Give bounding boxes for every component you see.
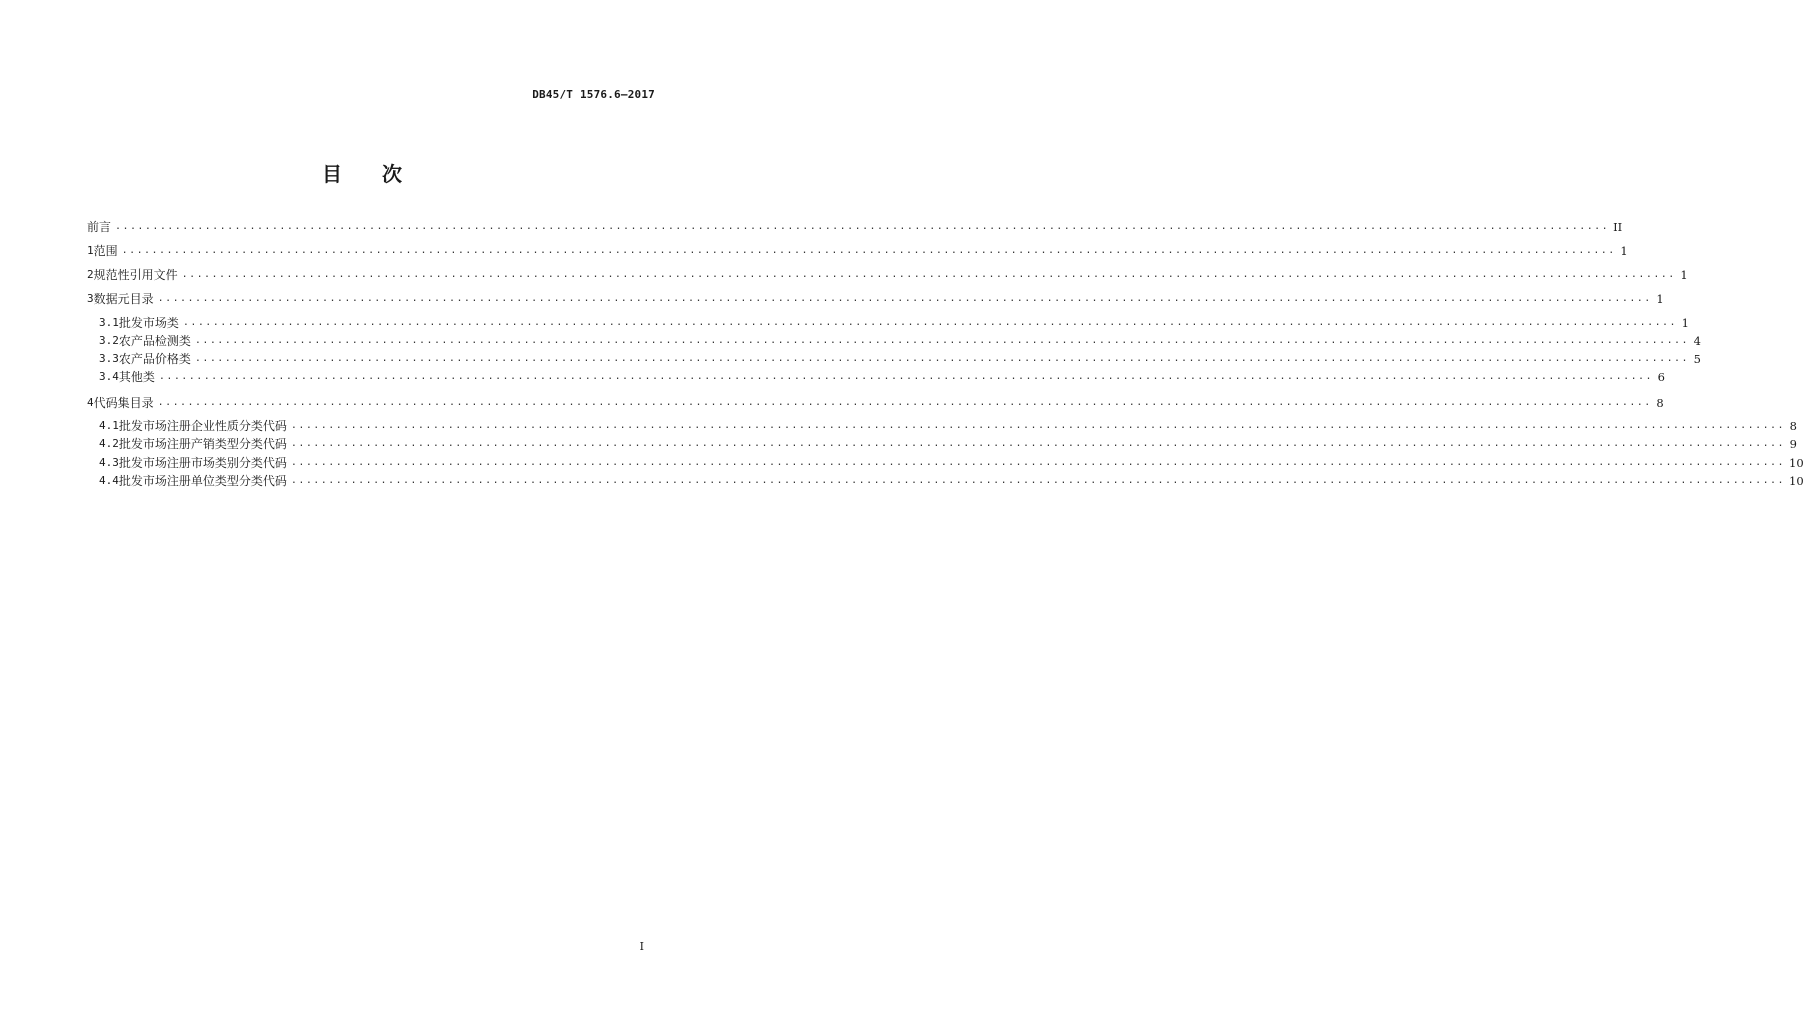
toc-entry-title: 批发市场注册产销类型分类代码 [118,437,287,451]
toc-entry-title: 前言 [87,220,112,234]
toc-leader: ........................................................................................................................................................................................................ [290,457,1785,468]
toc-entry-3-4[interactable] [99,369,1665,385]
toc-entry-title: 批发市场注册市场类别分类代码 [118,456,287,470]
toc-entry-4-2[interactable] [99,436,1797,452]
toc-entry-number: 3.2 [99,334,119,347]
toc-entry-number: 4 [87,396,94,409]
toc-leader: ........................................................................................................................................................................................................ [157,293,1652,304]
toc-entry-page: 9 [1789,437,1797,451]
toc-entry-3-3[interactable] [99,351,1701,367]
toc-entry-page: 1 [1656,292,1664,306]
toc-entry-4[interactable] [87,395,1664,411]
page-title-part2: 次 [382,162,402,186]
toc-leader: ........................................................................................................................................................................................................ [181,269,1676,280]
toc-entry-title: 规范性引用文件 [93,268,178,282]
toc-entry-3-2[interactable] [99,333,1701,349]
toc-entry-number: 3.1 [99,316,119,329]
toc-entry-title: 其他类 [118,370,155,384]
toc-entry-1[interactable] [87,243,1628,259]
toc-entry-title: 批发市场类 [118,316,179,330]
toc-entry-page: 4 [1693,334,1701,348]
toc-entry-page: 6 [1657,370,1665,384]
toc-entry-4-4[interactable] [99,473,1804,489]
toc-entry-page: 5 [1693,352,1701,366]
toc-entry-foreword[interactable] [87,219,1623,235]
toc-leader: ........................................................................................................................................................................................................ [157,397,1652,408]
toc-entry-page: 10 [1789,456,1804,470]
toc-entry-page: 10 [1789,474,1804,488]
page-title [0,158,724,187]
toc-leader: ........................................................................................................................................................................................................ [194,353,1689,364]
toc-entry-page: 1 [1681,316,1689,330]
toc-entry-4-3[interactable] [99,455,1804,471]
toc-entry-3-1[interactable] [99,315,1689,331]
toc-entry-title: 范围 [93,244,118,258]
toc-entry-title: 批发市场注册企业性质分类代码 [118,419,287,433]
toc-entry-number: 3 [87,292,94,305]
toc-entry-title: 农产品检测类 [118,334,191,348]
toc-entry-number: 4.2 [99,437,119,450]
toc-entry-number: 4.1 [99,419,119,432]
page-number: I [639,940,644,953]
standard-code: DB45/T 1576.6—2017 [532,88,655,101]
toc-leader: ........................................................................................................................................................................................................ [182,317,1677,328]
toc-entry-page: 1 [1680,268,1688,282]
toc-leader: ........................................................................................................................................................................................................ [115,221,1610,232]
toc-leader: ........................................................................................................................................................................................................ [194,335,1689,346]
toc-entry-title: 代码集目录 [93,396,154,410]
toc-leader: ........................................................................................................................................................................................................ [290,420,1785,431]
toc-entry-title: 农产品价格类 [118,352,191,366]
toc-entry-number: 3.3 [99,352,119,365]
toc-leader: ........................................................................................................................................................................................................ [121,245,1616,256]
toc-entry-number: 4.3 [99,456,119,469]
toc-entry-page: 1 [1620,244,1628,258]
toc-entry-title: 数据元目录 [93,292,154,306]
page-title-part1: 目 [322,162,342,186]
toc-entry-title: 批发市场注册单位类型分类代码 [118,474,287,488]
toc-entry-4-1[interactable] [99,418,1797,434]
toc-entry-number: 1 [87,244,94,257]
toc-entry-3[interactable] [87,291,1664,307]
toc-leader: ........................................................................................................................................................................................................ [290,475,1785,486]
toc-entry-number: 4.4 [99,474,119,487]
toc-entry-page: II [1613,220,1623,234]
toc-entry-2[interactable] [87,267,1688,283]
toc-entry-number: 2 [87,268,94,281]
toc-entry-page: 8 [1789,419,1797,433]
toc-leader: ........................................................................................................................................................................................................ [158,371,1653,382]
toc-entry-number: 3.4 [99,370,119,383]
toc-leader: ........................................................................................................................................................................................................ [290,438,1785,449]
toc-entry-page: 8 [1656,396,1664,410]
